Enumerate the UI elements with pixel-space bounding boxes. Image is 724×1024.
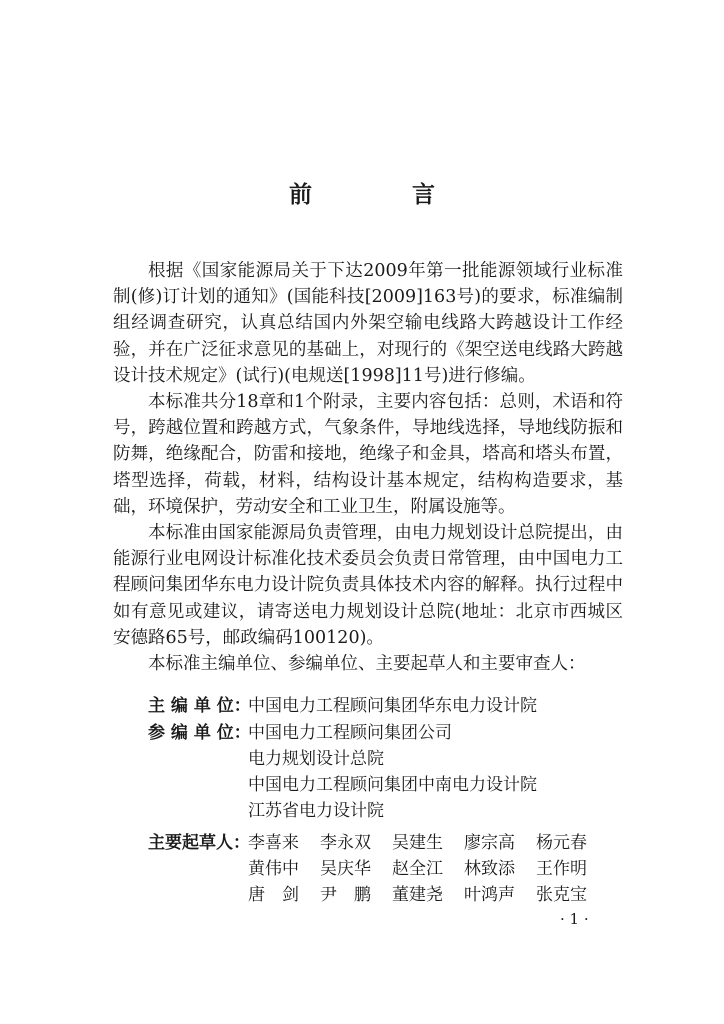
paragraph: 本标准主编单位、参编单位、主要起草人和主要审查人：: [148, 654, 586, 675]
drafter-name: 李永双: [320, 833, 371, 853]
drafter-name: 王作明: [536, 859, 587, 879]
drafter-name: 黄伟中: [248, 859, 299, 879]
drafters-indent: [148, 882, 248, 908]
drafters-indent: [148, 856, 248, 882]
drafter-name: 廖宗高: [464, 833, 515, 853]
participating-units-label: 参 编 单 位：: [148, 723, 251, 743]
drafter-name: 赵全江: [392, 859, 443, 879]
drafter-name: 吴庆华: [320, 859, 371, 879]
drafters-row: [148, 882, 608, 908]
paragraph: 根据《国家能源局关于下达2009年第一批能源领域行业标准制(修)订计划的通知》(国能科技[2009]163号)的要求，标准编制组经调查研究，认真总结国内外架空输电线路大跨越设计工作经验，并在广泛征求意见的基础上，对现行的《架空送电线路大跨越设计技术规定》(试行)(电规送[1998]11号)进行修编。: [113, 261, 623, 386]
participating-unit: 江苏省电力设计院: [248, 801, 384, 821]
drafter-name: 吴建生: [392, 833, 443, 853]
chief-unit-value: 中国电力工程顾问集团华东电力设计院: [248, 696, 537, 716]
drafters-row: [148, 830, 608, 856]
drafters-label: 主要起草人：: [148, 833, 250, 853]
participating-units-block: [148, 720, 537, 824]
drafter-name: 叶鸿声: [464, 885, 515, 905]
drafter-name: 杨元春: [536, 833, 587, 853]
drafter-name: 董建尧: [392, 885, 443, 905]
drafter-name: 张克宝: [536, 885, 587, 905]
drafters-block: [148, 830, 608, 908]
page-number: · 1 ·: [560, 910, 589, 928]
drafters-row: [148, 856, 608, 882]
chief-unit-label: 主 编 单 位：: [148, 696, 251, 716]
drafter-name: 林致添: [464, 859, 515, 879]
drafter-name: 尹 鹏: [320, 885, 371, 905]
chief-unit-line: [148, 693, 537, 719]
participating-unit-line: [148, 720, 537, 746]
preface-body: [113, 258, 623, 677]
participating-unit: 中国电力工程顾问集团中南电力设计院: [248, 775, 537, 795]
drafter-name: 李喜来: [248, 833, 299, 853]
participating-unit: 电力规划设计总院: [248, 749, 384, 769]
participating-unit: 中国电力工程顾问集团公司: [248, 723, 452, 743]
drafter-name: 唐 剑: [248, 885, 299, 905]
page-title: 前 言: [288, 182, 481, 208]
paragraph: 本标准共分18章和1个附录，主要内容包括：总则，术语和符号，跨越位置和跨越方式，气象条件，导地线选择，导地线防振和防舞，绝缘配合，防雷和接地，绝缘子和金具，塔高和塔头布置，塔型选择，荷载，材料，结构设计基本规定，结构构造要求，基础，环境保护，劳动安全和工业卫生，附属设施等。: [113, 392, 623, 517]
paragraph: 本标准由国家能源局负责管理，由电力规划设计总院提出，由能源行业电网设计标准化技术委员会负责日常管理，由中国电力工程顾问集团华东电力设计院负责具体技术内容的解释。执行过程中如有意见或建议，请寄送电力规划设计总院(地址：北京市西城区安德路65号，邮政编码100120)。: [113, 523, 623, 648]
chief-unit-block: [148, 693, 537, 719]
